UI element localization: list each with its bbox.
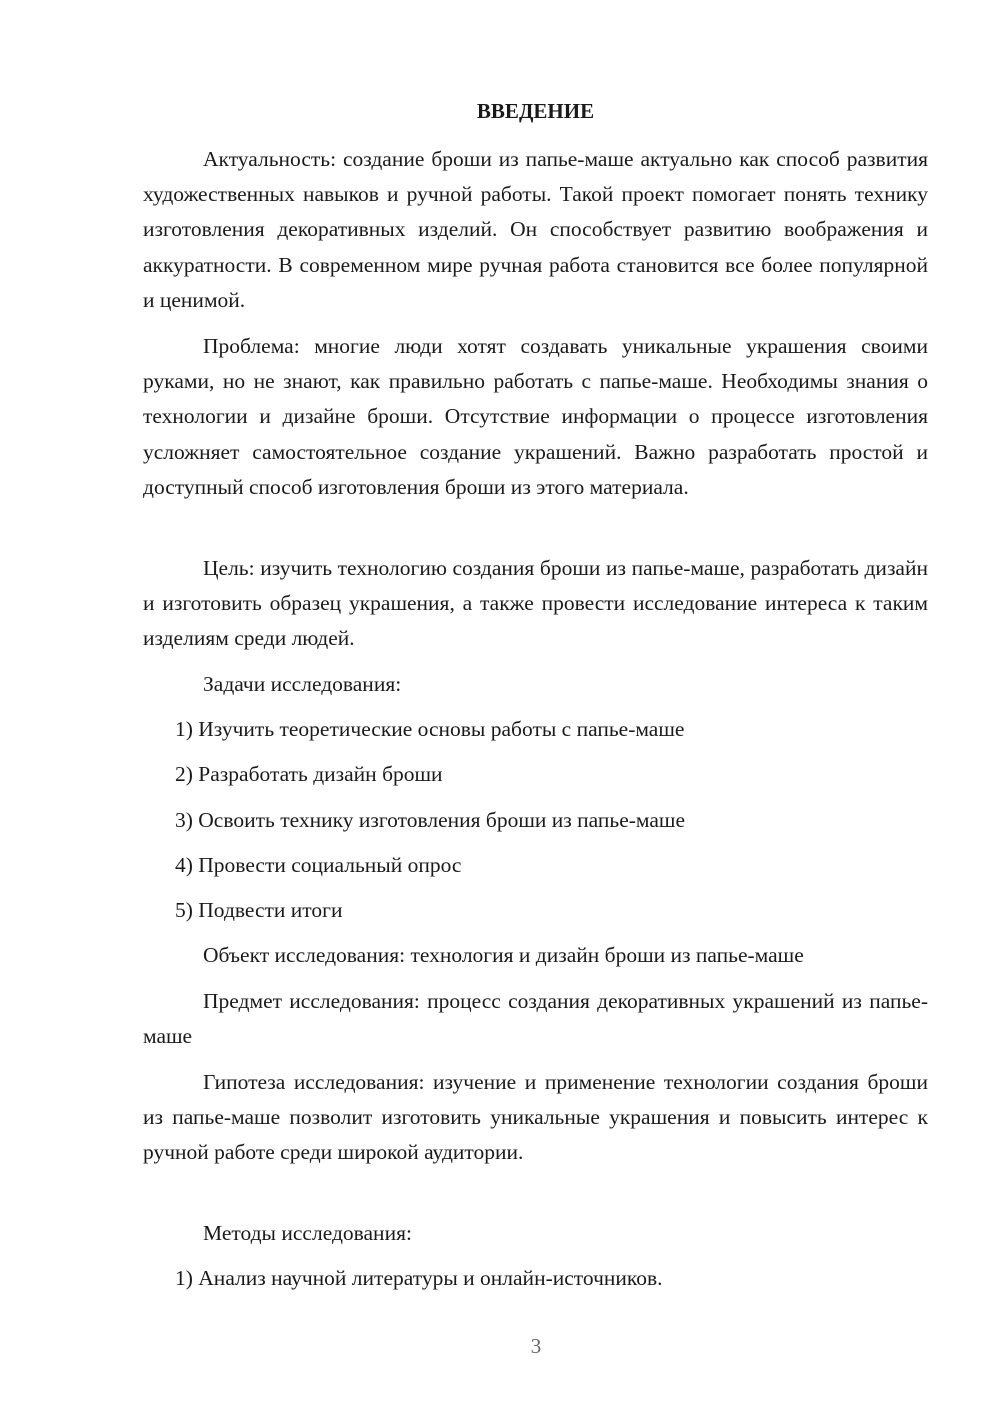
task-item-3: 3) Освоить технику изготовления броши из папье-маше [175, 808, 686, 832]
page-title: ВВЕДЕНИЕ [476, 99, 595, 123]
method-item-1: 1) Анализ научной литературы и онлайн-источников. [175, 1266, 663, 1290]
methods-title: Методы исследования: [203, 1221, 412, 1245]
goal-paragraph: Цель: изучить технологию создания броши из папье-маше, разработать дизайн и изготовить образец украшения, а также провести исследование интереса к таким изделиям среди людей. [143, 556, 928, 651]
problem-paragraph: Проблема: многие люди хотят создавать уникальные украшения своими руками, но не знают, как правильно работать с папье-маше. Необходимы знания о технологии и дизайне броши. Отсутствие информации о процессе изготовления усложняет самостоятельное создание украшений. Важно разработать простой и доступный способ изготовления броши из этого материала. [143, 334, 928, 499]
task-item-5: 5) Подвести итоги [175, 898, 343, 922]
task-item-4: 4) Провести социальный опрос [175, 853, 462, 877]
task-item-2: 2) Разработать дизайн броши [175, 762, 443, 786]
hypothesis-paragraph: Гипотеза исследования: изучение и применение технологии создания броши из папье-маше позволит изготовить уникальные украшения и повысить интерес к ручной работе среди широкой аудитории. [143, 1070, 928, 1165]
task-item-1: 1) Изучить теоретические основы работы с папье-маше [175, 717, 685, 741]
subject-paragraph: Предмет исследования: процесс создания декоративных украшений из папье-маше [143, 989, 928, 1049]
object-paragraph: Объект исследования: технология и дизайн броши из папье-маше [203, 943, 804, 967]
page-number: 3 [530, 1334, 542, 1358]
tasks-title: Задачи исследования: [203, 672, 402, 696]
relevance-paragraph: Актуальность: создание броши из папье-маше актуально как способ развития художественных навыков и ручной работы. Такой проект помогает понять технику изготовления декоративных изделий. Он способствует развитию воображения и аккуратности. В современном мире ручная работа становится все более популярной и ценимой. [143, 147, 928, 312]
